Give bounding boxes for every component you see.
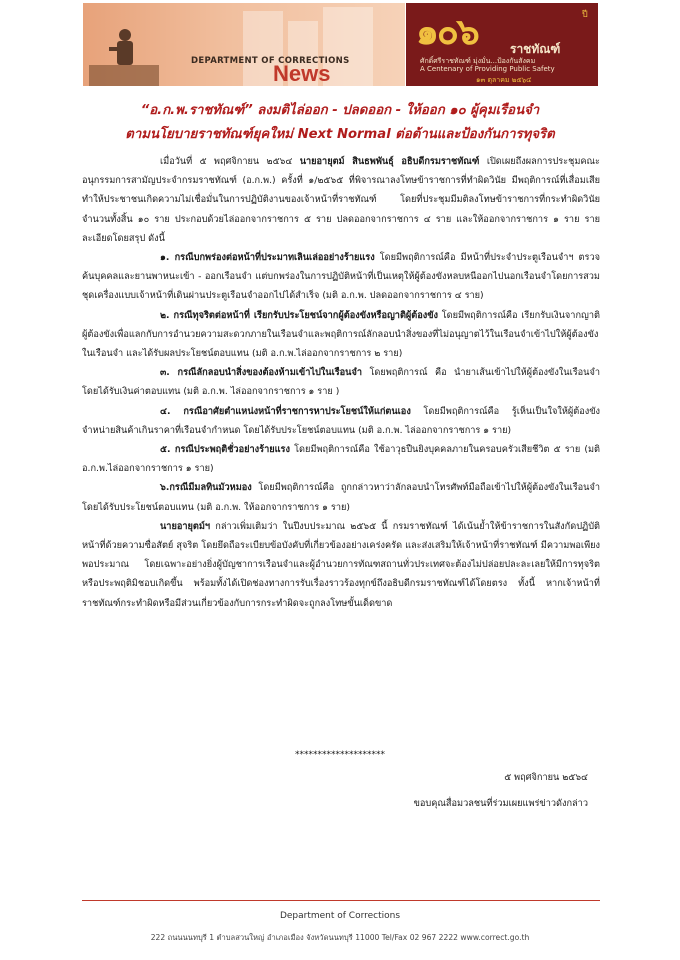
footer-department: Department of Corrections [279,911,401,921]
headline-line-1: “อ.ก.พ.ราชทัณฑ์” ลงมติไล่ออก - ปลดออก - ให้ออก ๑๐ ผู้คุมเรือนจำ [140,103,540,118]
headline-line-2: ตามนโยบายราชทัณฑ์ยุคใหม่ Next Normal ต่อต้านและป้องกันการทุจริต [125,127,555,142]
intro-paragraph [82,152,600,248]
case-text: โดยมีพฤติการณ์คือ เรียกรับเงินจากญาติผู้ต้องขังเพื่อแลกกับการอำนวยความสะดวกภายในเรือนจำและพฤติการณ์ลักลอบนำสิ่งของที่ไม่อนุญาตไว้ในเรือนจำเข้าไปให้ผู้ต้องขังในเรือนจำ และได้รับผลประโยชน์ตอบแทน (มติ อ.ก.พ.ไล่ออกจากราชการ ๒ ราย) [82,309,600,360]
case-text: โดยมีพฤติการณ์คือ รู้เห็นเป็นใจให้ผู้ต้องขังจำหน่ายสินค้าเกินราคาที่เรือนจำกำหนด โดยได้รับประโยชน์ตอบแทน (มติ อ.ก.พ. ไล่ออกจากราชการ ๑ ราย) [82,405,600,436]
case-heading: ๕. กรณีประพฤติชั่วอย่างร้ายแรง [160,444,290,456]
intro-text: เปิดเผยถึงผลการประชุมคณะอนุกรรมการสามัญประจำกรมราชทัณฑ์ (อ.ก.พ.) ครั้งที่ ๑/๒๕๖๕ ที่พิจารณาลงโทษข้าราชการที่ทำผิดวินัย มีพฤติการณ์ที่เสื่อมเสีย ทำให้ประชาชนเกิดความไม่เชื่อมั่นในการปฏิบัติงานของเจ้าหน้าที่ราชทัณฑ์ โดยที่ประชุมมีมติลงโทษข้าราชการที่กระทำผิดวินัย จำนวนทั้งสิ้น ๑๐ ราย ประกอบด้วยไล่ออกจากราชการ ๕ ราย ปลดออกจากราชการ ๔ ราย และให้ออกจากราชการ ๑ ราย รายละเอียดโดยสรุป ดังนี้ [82,156,600,244]
case-item [82,478,600,516]
news-banner [83,3,598,86]
case-item [82,248,600,306]
emblem-number: ๑๐๖ [416,11,478,53]
closing-text: กล่าวเพิ่มเติมว่า ในปีงบประมาณ ๒๕๖๕ นี้ กรมราชทัณฑ์ ได้เน้นย้ำให้ข้าราชการในสังกัดปฏิบัติหน้าที่ด้วยความซื่อสัตย์ สุจริต โดยยึดถือระเบียบข้อบังคับที่เกี่ยวข้องอย่างเคร่งครัด และส่งเสริมให้เจ้าหน้าที่ราชทัณฑ์ มีความพอเพียง พอประมาณ โดยเฉพาะอย่างยิ่งผู้บัญชาการเรือนจำและผู้อำนวยการทัณฑสถานทั่วประเทศจะต้องไม่ปล่อยปละละเลยให้มีการทุจริตหรือประพฤติมิชอบเกิดขึ้น พร้อมทั้งได้เปิดช่องทางการรับเรื่องราวร้องทุกข์ถึงอธิบดีกรมราชทัณฑ์ได้โดยตรง ทั้งนี้ หากเจ้าหน้าที่ราชทัณฑ์กระทำผิดหรือมีส่วนเกี่ยวข้องกับการกระทำผิดจะถูกลงโทษขั้นเด็ดขาด [82,520,600,609]
banner-news: News [273,61,331,86]
footer-divider [82,900,600,901]
case-item [82,440,600,478]
intro-date: เมื่อวันที่ ๕ พฤศจิกายน ๒๕๖๔ [160,156,300,167]
emblem-date: ๑๓ ตุลาคม ๒๕๖๔ [476,76,532,84]
intro-official-name: นายอายุตม์ สินธพพันธุ์ อธิบดีกรมราชทัณฑ์ [299,156,480,167]
closing-name: นายอายุตม์ฯ [160,520,211,532]
officer-silhouette-icon [89,25,159,86]
case-text: โดยมีพฤติการณ์คือ ใช้อาวุธปืนยิงบุคคลภายในครอบครัวเสียชีวิต ๕ ราย (มติ อ.ก.พ.ไล่ออกจากราชการ ๑ ราย) [82,444,600,475]
thanks-note: ขอบคุณสื่อมวลชนที่ร่วมเผยแพร่ข่าวดังกล่าว [413,798,588,809]
banner-photo [83,3,405,86]
case-item [82,402,600,440]
case-heading: ๖.กรณีมีมลทินมัวหมอง [160,482,252,494]
emblem-tagline: ศักดิ์ศรีราชทัณฑ์ มุ่งมั่น...ป้องกันสังคม [420,57,536,65]
banner-department: DEPARTMENT OF CORRECTIONS [191,56,350,66]
case-heading: ๓. กรณีลักลอบนำสิ่งของต้องห้ามเข้าไปในเรือนจำ [160,367,362,379]
release-date: ๕ พฤศจิกายน ๒๕๖๔ [504,772,588,783]
footer-address: 222 ถนนนนทบุรี 1 ตำบลสวนใหญ่ อำเภอเมือง จังหวัดนนทบุรี 11000 Tel/Fax 02 967 2222 www.correct.go.th [150,933,530,942]
article-body [82,152,600,613]
emblem-sup: ปี [582,10,588,20]
case-text: โดยมีพฤติการณ์คือ ถูกกล่าวหาว่าลักลอบนำโทรศัพท์มือถือเข้าไปให้ผู้ต้องขังในเรือนจำ โดยได้รับประโยชน์ตอบแทน (มติ อ.ก.พ. ให้ออกจากราชการ ๑ ราย) [82,482,600,513]
emblem-word: ราชทัณฑ์ [510,42,561,56]
case-heading: ๒. กรณีทุจริตต่อหน้าที่ เรียกรับประโยชน์จากผู้ต้องขังหรือญาติผู้ต้องขัง [160,309,439,321]
case-item [82,306,600,364]
case-text: โดยพฤติการณ์ คือ นำยาเส้นเข้าไปให้ผู้ต้องขังในเรือนจำ โดยได้รับเงินค่าตอบแทน (มติ อ.ก.พ. ไล่ออกจากราชการ ๑ ราย ) [82,367,600,398]
case-heading: ๔. กรณีอาศัยตำแหน่งหน้าที่ราชการหาประโยชน์ให้แก่ตนเอง [160,405,411,417]
centenary-emblem [406,3,598,86]
separator-stars: ******************** [295,750,385,760]
closing-paragraph [82,517,600,613]
emblem-english: A Centenary of Providing Public Safety [420,65,555,73]
case-heading: ๑. กรณีบกพร่องต่อหน้าที่ประมาทเลินเล่ออย่างร้ายแรง [160,252,375,264]
case-item [82,363,600,401]
case-text: โดยมีพฤติการณ์คือ มีหน้าที่ประจำประตูเรือนจำฯ ตรวจค้นบุคคลและยานพาหนะเข้า - ออกเรือนจำ แต่บกพร่องในการปฏิบัติหน้าที่เป็นเหตุให้ผู้ต้องขังหลบหนีออกไปนอกเรือนจำโดยการสวมชุดเครื่องแบบเจ้าหน้าที่เดินผ่านประตูเรือนจำออกไปได้สำเร็จ (มติ อ.ก.พ. ปลดออกจากราชการ ๔ ราย) [82,252,600,302]
